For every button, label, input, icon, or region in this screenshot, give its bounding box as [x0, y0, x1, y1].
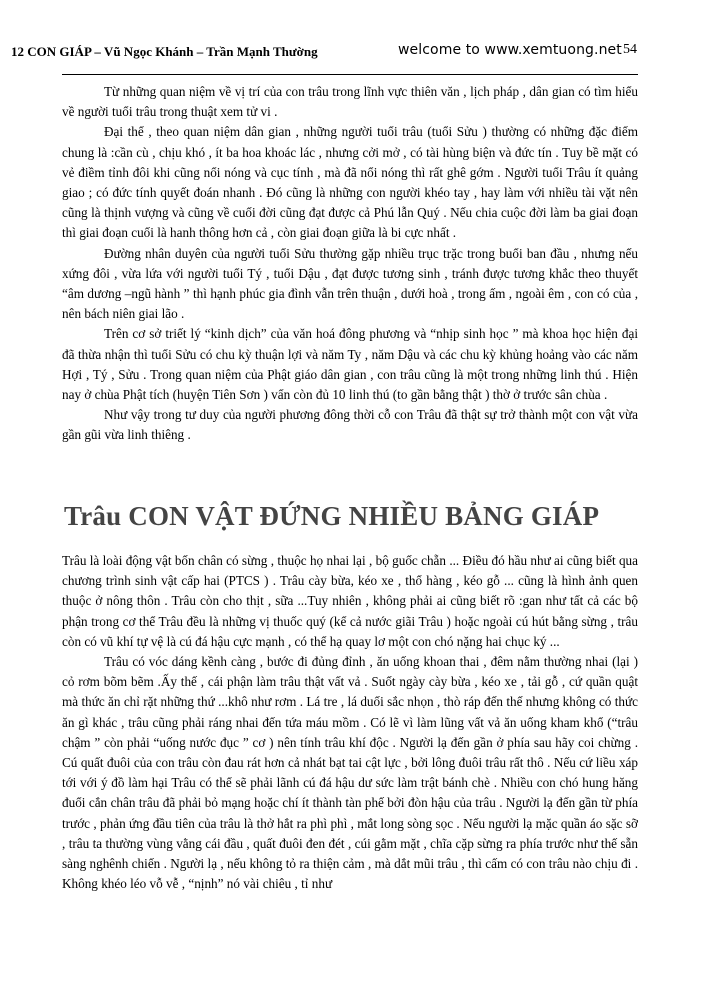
paragraph: Từ những quan niệm về vị trí của con trâu trong lĩnh vực thiên văn , lịch pháp , dân gian có tìm hiểu về người tuổi trâu trong thuật xem tử vi . [62, 84, 638, 120]
header-divider [62, 74, 638, 75]
running-header-title: 12 CON GIÁP – Vũ Ngọc Khánh – Trần Mạnh Thường [11, 44, 318, 59]
paragraph: Như vậy trong tư duy của người phương đông thời cỗ con Trâu đã thật sự trở thành một con vật vừa gần gũi vừa linh thiêng . [62, 407, 638, 443]
page-number: 54 [623, 42, 637, 57]
paragraph: Trâu có vóc dáng kềnh càng , bước đi đủng đỉnh , ăn uống khoan thai , đêm nằm thường nhai (lại ) cỏ rơm bõm bẽm .Ấy thế , cái phận làm trâu thật vất vả . Suốt ngày cày bừa , kéo xe , tải gỗ , cứ quần quật mà thức ăn chỉ rặt những thứ ...khô như rơm . Lá tre , lá duối sắc nhọn , thò ráp đến thế nhưng không có thức ăn gì khác , trâu cũng phải ráng nhai đến tứa máu mồm . Có lẽ vì làm lũng vất vả ăn uống kham khổ (“trâu chậm ” còn phải “uống nước đục ” cơ ) nên tính trâu khí độc . Người lạ đến gần ở phía sau hãy coi chừng . Cú quất đuôi của con trâu còn đau rát hơn cả nhát bạt tai cật lực , bởi lông đuôi trâu rất thô . Nếu cứ liều xáp tới với ý đồ làm hại Trâu có thể sẽ phải lãnh cú đá hậu dư sức làm trật bánh chè . Nhiều con chó hung hăng đuổi cắn chân trâu đã phải bỏ mạng hoặc chí ít thành tàn phế bởi đòn hậu của trâu . Người lạ đến gần từ phía trước , phản ứng đầu tiên của trâu là thở hắt ra phì phì , mắt long sòng sọc . Nếu người lạ mặc quần áo sặc sỡ , trâu ta thường vùng vằng cái đầu , quất đuôi đen đét , cúi gằm mặt , chĩa cặp sừng ra phía trước như thế sẵn sàng nghênh chiến . Người lạ , nếu không tỏ ra thiện cảm , mà dắt mũi trâu , thì cấm có con trâu nào chịu đi . Không khéo léo vỗ vễ , “nịnh” nó vài chiêu , tỉ như [62, 654, 638, 892]
paragraph: Đại thể , theo quan niệm dân gian , những người tuổi trâu (tuổi Sửu ) thường có những đặc điểm chung là :cần cù , chịu khó , ít ba hoa khoác lác , nhưng cởi mở , có tài hùng biện và đức tín . Tuy bề mặt có vẻ điềm tỉnh đôi khi cũng nổi nóng và cục tính , mà đã nổi nóng thì rất ghê gớm . Người tuổi Trâu ít quảng giao ; có đức tính quyết đoán nhanh . Đó cũng là những con người khéo tay , hay làm với nhiều tài vặt nên cũng là thịnh vượng và cũng về cuối đời cũng đạt được cả Phú lẫn Quý . Nếu chia cuộc đời làm ba giai đoạn thì giai đoạn cuối là hanh thông hơn cả , còn giai đoạn giữa là bi cực nhất . [62, 124, 638, 241]
section-heading: Trâu CON VẬT ĐỨNG NHIỀU BẢNG GIÁP [64, 501, 600, 531]
body-section-1 [62, 82, 638, 446]
paragraph: Trên cơ sở triết lý “kinh dịch” của văn hoá đông phương và “nhịp sinh học ” mà khoa học hiện đại đã thừa nhận thì tuổi Sửu có chu kỳ thuận lợi và năm Ty , năm Dậu và các chu kỳ khủng hoảng vào các năm Hợi , Tý , Sửu . Trong quan niệm của Phật giáo dân gian , con trâu cũng là một trong những linh thú . Hiện nay ở chùa Phật tích (huyện Tiên Sơn ) vẩn còn đủ 10 linh thú (to gần bằng thật ) thờ ở trước sân chùa . [62, 326, 638, 403]
body-section-2 [62, 551, 638, 894]
paragraph: Trâu là loài động vật bốn chân có sừng , thuộc họ nhai lại , bộ guốc chẵn ... Điều đó hầu như ai cũng biết qua chương trình sinh vật cấp hai (PTCS ) . Trâu cày bừa, kéo xe , thổ hàng , kéo gỗ ... cũng là hình ảnh quen thuộc ở nông thôn . Trâu còn cho thịt , sữa ...Tuy nhiên , không phải ai cũng biết rõ :gan như tất cả các bộ phận trong cơ thể Trâu đều là những vị thuốc quý (kể cả nước giãi Trâu ) hoặc ngoài cú hút bằng sừng , trâu còn có vũ khí tự vệ là cú đá hậu cực mạnh , có thể hạ quay lơ một con chó nặng hai chục ký ... [62, 553, 638, 649]
paragraph: Đường nhân duyên của người tuổi Sửu thường gặp nhiều trục trặc trong buổi ban đầu , nhưng nếu xứng đôi , vừa lứa với người tuổi Tý , tuổi Dậu , đạt được tương sinh , tránh được tương khắc theo thuyết “âm dương –ngũ hành ” thì hạnh phúc gia đình vẫn trên thuận , dưới hoà , trong ấm , ngoài êm , con có của , nên bách niên giai lão . [62, 245, 638, 322]
website-link[interactable]: welcome to www.xemtuong.net [398, 42, 622, 58]
